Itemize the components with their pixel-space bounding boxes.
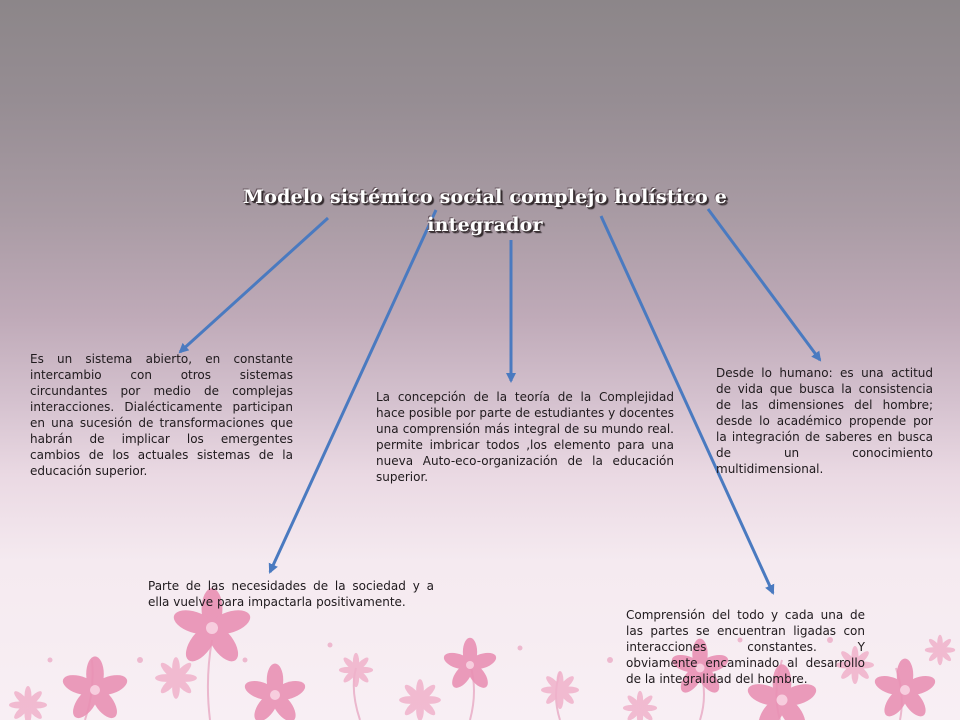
node-humano: Desde lo humano: es una actitud de vida que busca la consistencia de las dimensiones del hombre; desde lo académico propende por la integración de saberes en busca de un conocimiento multidimensional. [716, 366, 933, 476]
node-sistema-abierto: Es un sistema abierto, en constante intercambio con otros sistemas circundantes por medio de complejas interacciones. Dialécticamente participan en una sucesión de transformaciones que habrán de implicar los emergentes cambios de los actuales sistemas de la educación superior. [30, 352, 293, 478]
node-necesidades: Parte de las necesidades de la sociedad y a ella vuelve para impactarla positivamente. [148, 579, 434, 609]
node-complejidad: La concepción de la teoría de la Complejidad hace posible por parte de estudiantes y docentes una comprensión más integral de su mundo real. permite imbricar todos ,los elemento para una nueva Auto-eco-organización de la educación superior. [376, 390, 674, 484]
node-comprension: Comprensión del todo y cada una de las partes se encuentran ligadas con interacciones constantes. Y obviamente encaminado al desarrollo de la integralidad del hombre. [626, 608, 865, 686]
diagram-title: Modelo sistémico social complejo holístico e integrador [243, 186, 727, 236]
